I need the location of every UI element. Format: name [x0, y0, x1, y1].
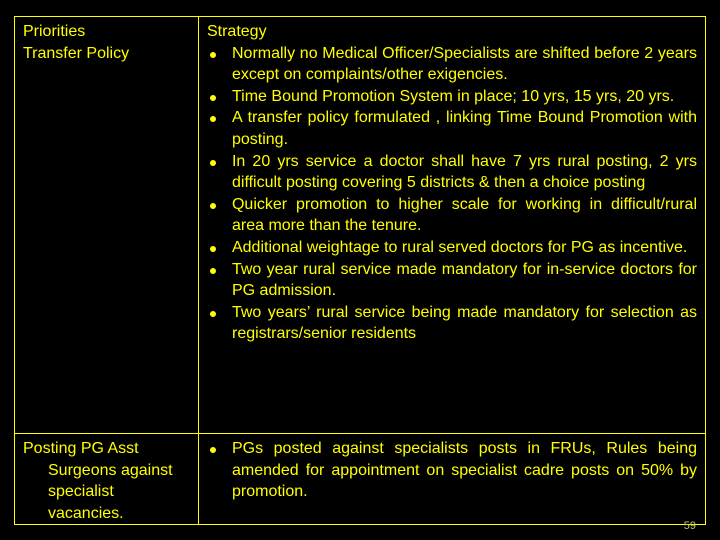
list-item	[207, 194, 697, 237]
list-item	[207, 259, 697, 302]
priority-cell	[15, 17, 199, 434]
table-row	[15, 17, 706, 434]
strategy-list	[207, 438, 697, 503]
bullet-icon	[210, 447, 216, 453]
strategy-text: Two year rural service made mandatory for in-service doctors for PG admission.	[231, 260, 697, 300]
priorities-header: Priorities	[23, 23, 86, 40]
bullet-icon	[210, 203, 216, 209]
priority-cell	[15, 434, 199, 525]
bullet-icon	[210, 268, 216, 274]
strategy-cell	[198, 17, 705, 434]
strategy-text: Quicker promotion to higher scale for working in difficult/rural area more than the tenure.	[231, 195, 697, 235]
bullet-icon	[210, 160, 216, 166]
strategy-list	[207, 43, 697, 345]
list-item	[207, 151, 697, 194]
list-item	[207, 438, 697, 503]
bullet-icon	[210, 311, 216, 317]
strategy-text: PGs posted against specialists posts in FRUs, Rules being amended for appointment on specialist cadre posts on 50% by promotion.	[231, 440, 697, 501]
list-item	[207, 43, 697, 86]
strategy-text: Two years’ rural service being made mandatory for selection as registrars/senior residents	[231, 303, 697, 343]
bullet-icon	[210, 246, 216, 252]
bullet-icon	[210, 116, 216, 122]
list-item	[207, 237, 697, 259]
priorities-strategy-table	[14, 16, 706, 525]
priority-transfer-policy: Transfer Policy	[23, 44, 130, 62]
strategy-text: In 20 yrs service a doctor shall have 7 yrs rural posting, 2 yrs difficult posting covering 5 districts & then a choice posting	[231, 152, 697, 192]
bullet-icon	[210, 52, 216, 58]
strategy-text: A transfer policy formulated , linking Time Bound Promotion with posting.	[231, 109, 697, 148]
table-row	[15, 434, 706, 525]
page-number: 59	[683, 520, 696, 532]
strategy-text: Additional weightage to rural served doctors for PG as incentive.	[231, 238, 688, 256]
strategy-text: Normally no Medical Officer/Specialists are shifted before 2 years except on complaints/other exigencies.	[231, 44, 697, 84]
list-item	[207, 302, 697, 345]
bullet-icon	[210, 95, 216, 101]
strategy-cell	[198, 434, 705, 525]
strategy-text: Time Bound Promotion System in place; 10 yrs, 15 yrs, 20 yrs.	[231, 87, 675, 105]
list-item	[207, 107, 697, 150]
list-item	[207, 86, 697, 108]
strategy-header: Strategy	[206, 23, 267, 40]
priority-posting-pg: Posting PG Asst Surgeons against specialist vacancies.	[23, 440, 173, 522]
